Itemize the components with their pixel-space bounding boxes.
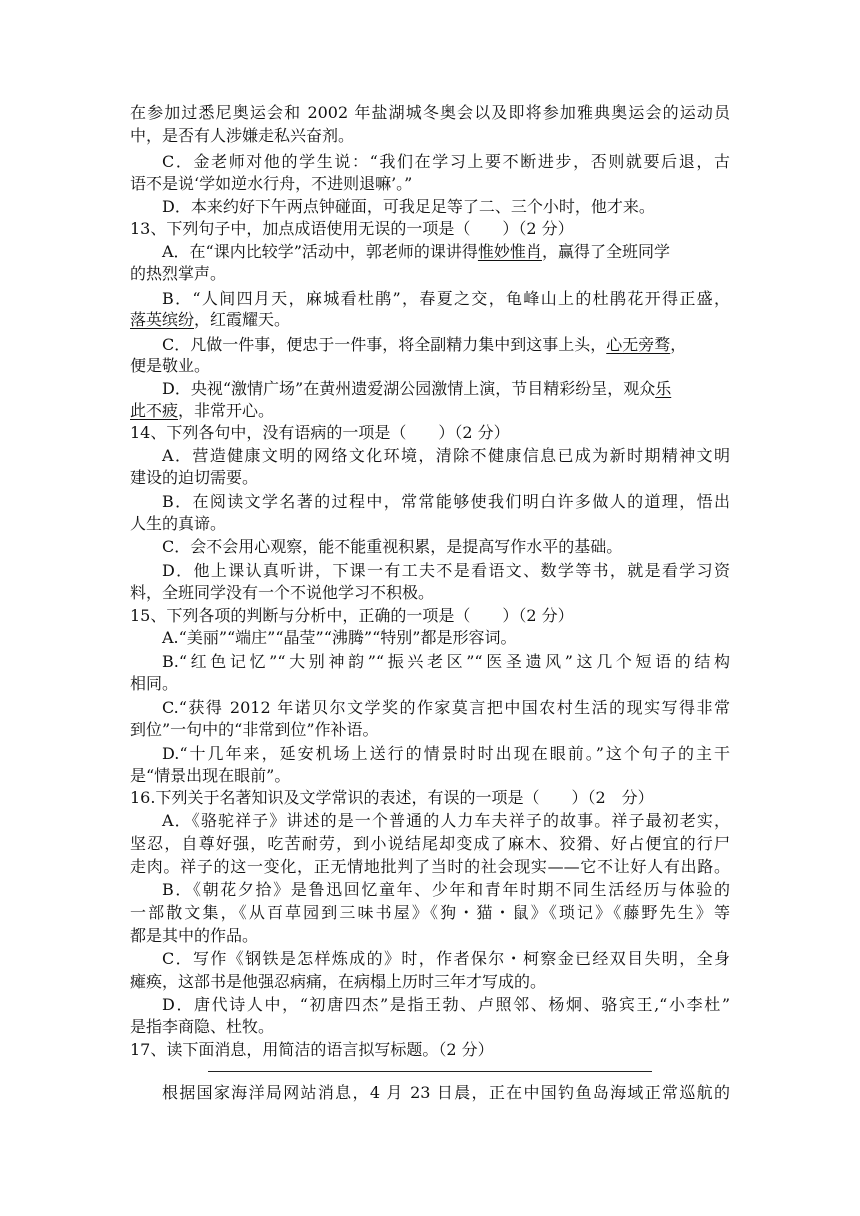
text-line: 一部散文集，《从百草园到三味书屋》《狗・猫・鼠》《琐记》《藤野先生》等 bbox=[130, 903, 730, 922]
text-line: 走肉。祥子的这一变化，正无情地批判了当时的社会现实——它不让好人有出路。 bbox=[130, 857, 730, 876]
news-paragraph-line: 根据国家海洋局网站消息，4 月 23 日晨，正在中国钓鱼岛海域正常巡航的 bbox=[162, 1083, 730, 1102]
text-line bbox=[130, 400, 730, 422]
question-15-stem: 15、下列各项的判断与分析中，正确的一项是（ ）（2 分） bbox=[130, 606, 574, 625]
text-line: 是“情景出现在眼前”。 bbox=[130, 766, 291, 785]
question-14-option-a: A．营造健康文明的网络文化环境，清除不健康信息已成为新时期精神文明 bbox=[162, 446, 730, 465]
text-line: 在参加过悉尼奥运会和 2002 年盐湖城冬奥会以及即将参加雅典奥运会的运动员 bbox=[130, 103, 730, 122]
question-14-option-d: D．他上课认真听讲，下课一有工夫不是看语文、数学等书，就是看学习资 bbox=[162, 561, 730, 580]
option-text: C．凡做一件事，便忠于一件事，将全副精力集中到这事上头， bbox=[162, 335, 607, 354]
question-16-stem: 16.下列关于名著知识及文学常识的表述，有误的一项是（ ）（2 分） bbox=[130, 788, 654, 807]
question-17-stem: 17、读下面消息，用简洁的语言拟写标题。（2 分） bbox=[130, 1040, 494, 1059]
text-line: 料，全班同学没有一个不说他学习不积极。 bbox=[130, 583, 435, 602]
text-line: 是指李商隐、杜牧。 bbox=[130, 1017, 275, 1036]
option-text: A．在“课内比较学”活动中，郭老师的课讲得 bbox=[162, 242, 478, 261]
question-16-option-c: C．写作《钢铁是怎样炼成的》时，作者保尔・柯察金已经双目失明，全身 bbox=[162, 949, 730, 968]
text-line: 到位”一句中的“非常到位”作补语。 bbox=[130, 720, 379, 739]
question-13-option-c bbox=[162, 334, 730, 356]
underlined-idiom: 乐 bbox=[655, 379, 672, 398]
text-line: 的热烈掌声。 bbox=[130, 264, 227, 283]
text-line: 中，是否有人涉嫌走私兴奋剂。 bbox=[130, 126, 355, 145]
text-line: 语不是说‘学如逆水行舟，不进则退嘛’。” bbox=[130, 174, 413, 193]
question-13-option-a bbox=[162, 241, 730, 263]
underlined-idiom: 此不疲 bbox=[130, 401, 179, 420]
question-14-option-b: B．在阅读文学名著的过程中，常常能够使我们明白许多做人的道理，悟出 bbox=[162, 492, 730, 511]
question-13-stem: 13、下列句子中，加点成语使用无误的一项是（ ）（2 分） bbox=[130, 219, 574, 238]
answer-blank-line[interactable] bbox=[208, 1071, 652, 1072]
text-line: 瘫痪，这部书是他强忍病痛，在病榻上历时三年才写成的。 bbox=[130, 972, 547, 991]
question-16-option-a: A．《骆驼祥子》讲述的是一个普通的人力车夫祥子的故事。祥子最初老实， bbox=[162, 811, 730, 830]
option-text: ， bbox=[670, 335, 687, 354]
text-line: 建设的迫切需要。 bbox=[130, 468, 259, 487]
text-line: 坚忍，自尊好强，吃苦耐劳，到小说结尾却变成了麻木、狡猾、好占便宜的行尸 bbox=[130, 834, 730, 853]
question-14-option-c: C．会不会用心观察，能不能重视积累，是提高写作水平的基础。 bbox=[162, 537, 623, 556]
question-13-option-d bbox=[162, 378, 730, 400]
question-16-option-b: B．《朝花夕拾》是鲁迅回忆童年、少年和青年时期不同生活经历与体验的 bbox=[162, 880, 730, 899]
underlined-idiom: 惟妙惟肖 bbox=[477, 242, 542, 261]
option-text: D．央视“激情广场”在黄州遗爱湖公园激情上演，节目精彩纷呈，观众 bbox=[162, 379, 656, 398]
question-15-option-d: D.“十几年来，延安机场上送行的情景时时出现在眼前。”这个句子的主干 bbox=[162, 744, 730, 763]
question-16-option-d: D．唐代诗人中，“初唐四杰”是指王勃、卢照邻、杨炯、骆宾王,“小李杜” bbox=[162, 995, 730, 1014]
underlined-idiom: 心无旁骛 bbox=[606, 335, 671, 354]
question-15-option-b: B.“红色记忆”“大别神韵”“振兴老区”“医圣遗风”这几个短语的结构 bbox=[162, 652, 730, 671]
option-text: ，红霞耀天。 bbox=[194, 310, 291, 329]
question-15-option-c: C.“获得 2012 年诺贝尔文学奖的作家莫言把中国农村生活的现实写得非常 bbox=[162, 698, 730, 717]
text-line: 人生的真谛。 bbox=[130, 514, 227, 533]
option-c-line: C．金老师对他的学生说：“我们在学习上要不断进步，否则就要后退，古 bbox=[162, 152, 730, 171]
option-text: ，赢得了全班同学 bbox=[541, 242, 670, 261]
text-line: 便是敬业。 bbox=[130, 356, 211, 375]
underlined-idiom: 落英缤纷 bbox=[130, 310, 195, 329]
question-13-option-b: B．“人间四月天，麻城看杜鹃”，春夏之交，龟峰山上的杜鹃花开得正盛， bbox=[162, 289, 730, 308]
question-14-stem: 14、下列各句中，没有语病的一项是（ ）（2 分） bbox=[130, 423, 510, 442]
text-line: 相同。 bbox=[130, 674, 179, 693]
text-line bbox=[130, 309, 730, 331]
option-text: ，非常开心。 bbox=[178, 401, 275, 420]
option-d-line: D．本来约好下午两点钟碰面，可我足足等了二、三个小时，他才来。 bbox=[162, 197, 655, 216]
question-15-option-a: A.“美丽”“端庄”“晶莹”“沸腾”“特别”都是形容词。 bbox=[162, 628, 517, 647]
text-line: 都是其中的作品。 bbox=[130, 926, 259, 945]
